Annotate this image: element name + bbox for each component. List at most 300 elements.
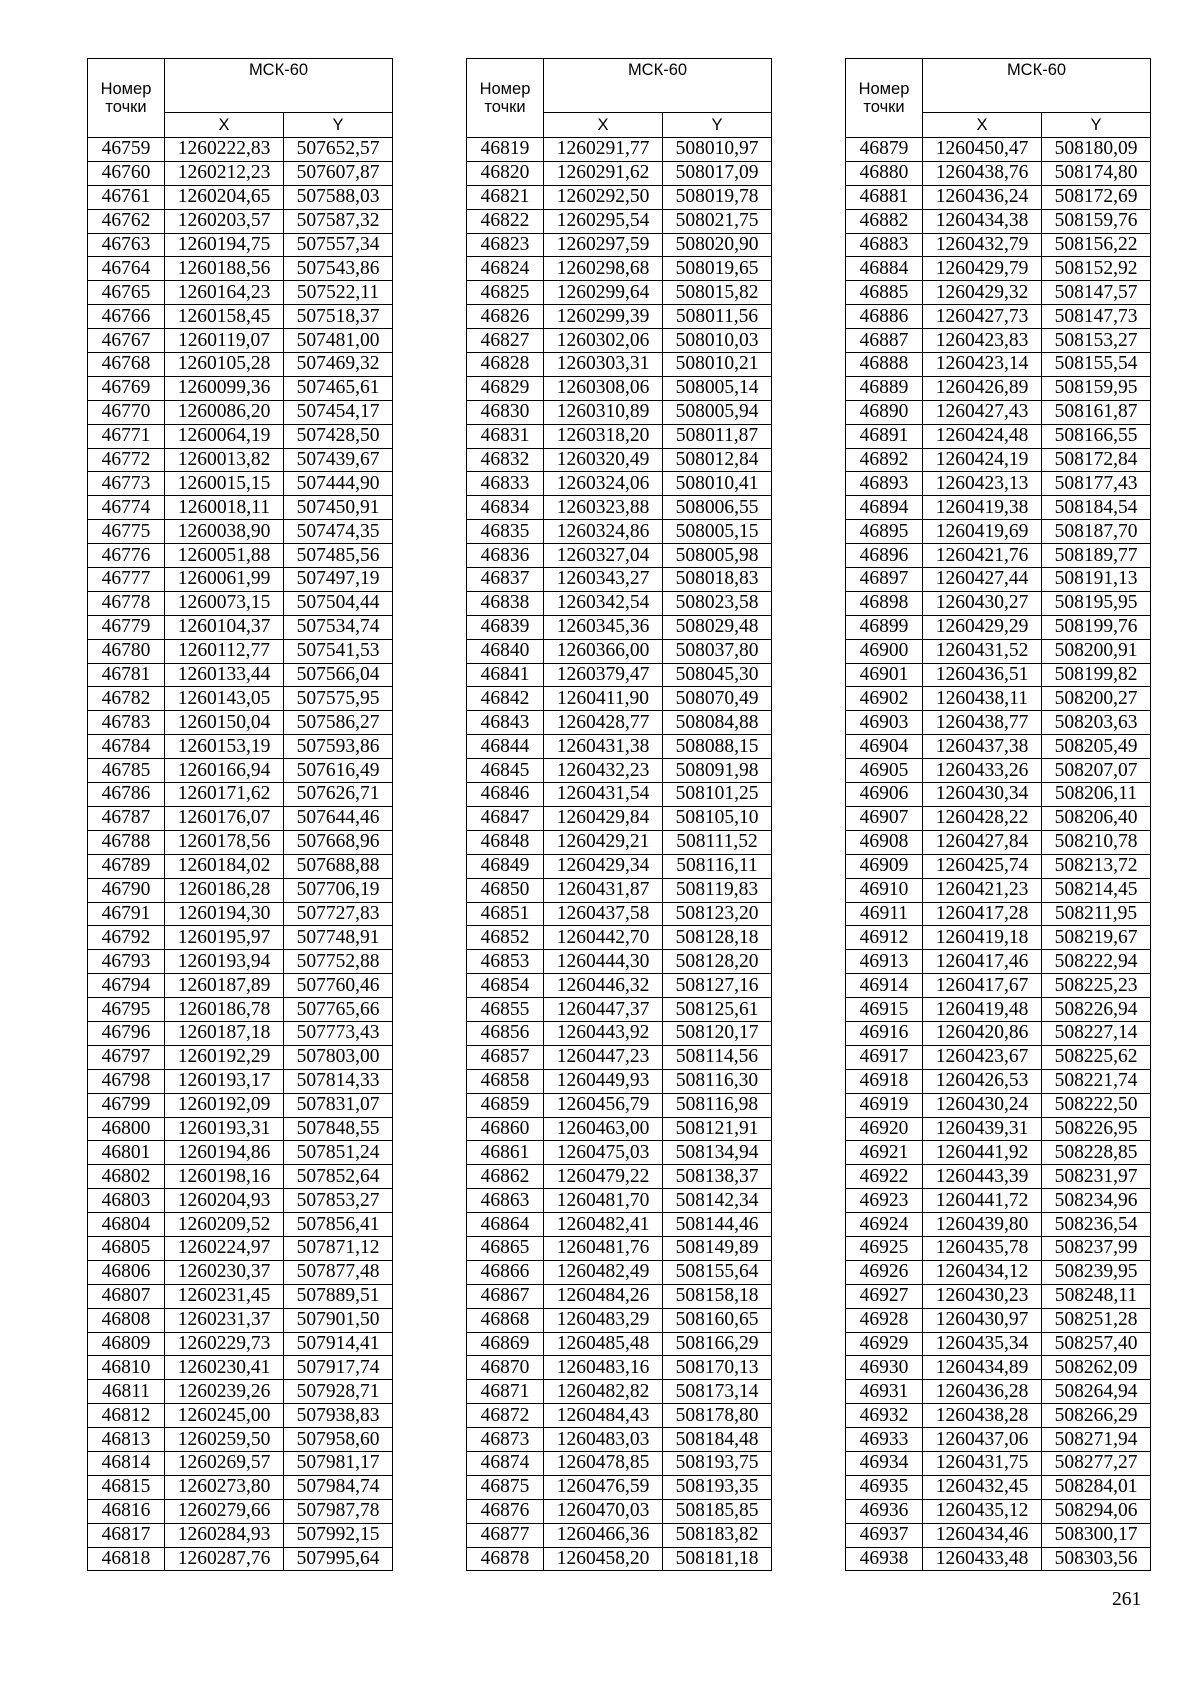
point-number-cell: 46817 <box>88 1523 165 1547</box>
point-number-cell: 46780 <box>88 639 165 663</box>
table-row <box>88 1380 393 1404</box>
table-row <box>88 1260 393 1284</box>
table-row <box>846 1380 1151 1404</box>
x-coordinate-cell: 1260439,31 <box>923 1117 1042 1141</box>
x-coordinate-cell: 1260366,00 <box>544 639 663 663</box>
x-coordinate-cell: 1260429,32 <box>923 281 1042 305</box>
point-number-cell: 46912 <box>846 926 923 950</box>
x-coordinate-cell: 1260439,80 <box>923 1213 1042 1237</box>
table-row <box>846 233 1151 257</box>
table-row <box>846 496 1151 520</box>
y-coordinate-cell: 508199,82 <box>1042 663 1151 687</box>
y-coordinate-cell: 508015,82 <box>663 281 772 305</box>
y-column-header: Y <box>1042 112 1151 137</box>
point-number-cell: 46762 <box>88 209 165 233</box>
point-number-cell: 46774 <box>88 496 165 520</box>
table-row <box>88 1093 393 1117</box>
table-row <box>846 424 1151 448</box>
x-coordinate-cell: 1260203,57 <box>165 209 284 233</box>
table-row <box>846 926 1151 950</box>
point-number-cell: 46903 <box>846 711 923 735</box>
table-row <box>846 1093 1151 1117</box>
x-coordinate-cell: 1260434,46 <box>923 1523 1042 1547</box>
y-coordinate-cell: 507760,46 <box>284 974 393 998</box>
x-coordinate-cell: 1260193,31 <box>165 1117 284 1141</box>
point-number-cell: 46879 <box>846 138 923 162</box>
y-coordinate-cell: 508127,16 <box>663 974 772 998</box>
table-row <box>467 615 772 639</box>
point-number-cell: 46926 <box>846 1260 923 1284</box>
x-coordinate-cell: 1260171,62 <box>165 783 284 807</box>
table-row <box>467 138 772 162</box>
point-number-cell: 46909 <box>846 854 923 878</box>
y-coordinate-cell: 508160,65 <box>663 1308 772 1332</box>
table-row <box>88 138 393 162</box>
point-number-cell: 46900 <box>846 639 923 663</box>
table-row <box>467 591 772 615</box>
point-number-cell: 46871 <box>467 1380 544 1404</box>
y-coordinate-cell: 508170,13 <box>663 1356 772 1380</box>
y-coordinate-cell: 507522,11 <box>284 281 393 305</box>
y-coordinate-cell: 507504,44 <box>284 591 393 615</box>
table-row <box>467 639 772 663</box>
point-number-cell: 46852 <box>467 926 544 950</box>
table-row <box>846 1260 1151 1284</box>
table-row <box>846 448 1151 472</box>
y-coordinate-cell: 508206,40 <box>1042 806 1151 830</box>
table-row <box>846 281 1151 305</box>
y-coordinate-cell: 507851,24 <box>284 1141 393 1165</box>
table-row <box>467 1475 772 1499</box>
table-row <box>88 830 393 854</box>
y-coordinate-cell: 508222,50 <box>1042 1093 1151 1117</box>
y-coordinate-cell: 508213,72 <box>1042 854 1151 878</box>
x-coordinate-cell: 1260443,39 <box>923 1165 1042 1189</box>
table-row <box>88 1428 393 1452</box>
x-coordinate-cell: 1260222,83 <box>165 138 284 162</box>
y-coordinate-cell: 507958,60 <box>284 1428 393 1452</box>
table-row <box>88 1189 393 1213</box>
point-number-cell: 46883 <box>846 233 923 257</box>
y-coordinate-cell: 508128,18 <box>663 926 772 950</box>
x-coordinate-cell: 1260433,48 <box>923 1547 1042 1571</box>
x-coordinate-cell: 1260463,00 <box>544 1117 663 1141</box>
point-number-cell: 46902 <box>846 687 923 711</box>
y-column-header: Y <box>663 112 772 137</box>
point-number-cell: 46820 <box>467 161 544 185</box>
point-number-cell: 46920 <box>846 1117 923 1141</box>
coordinates-table-2 <box>466 58 772 1571</box>
y-coordinate-cell: 508262,09 <box>1042 1356 1151 1380</box>
x-coordinate-cell: 1260423,83 <box>923 329 1042 353</box>
table-row <box>88 400 393 424</box>
x-coordinate-cell: 1260411,90 <box>544 687 663 711</box>
coordinates-body <box>88 138 393 1571</box>
coordinate-system-header: МСК-60 <box>165 59 393 113</box>
y-coordinate-cell: 508211,95 <box>1042 902 1151 926</box>
point-number-cell: 46778 <box>88 591 165 615</box>
table-row <box>88 1045 393 1069</box>
y-coordinate-cell: 508161,87 <box>1042 400 1151 424</box>
y-coordinate-cell: 508277,27 <box>1042 1451 1151 1475</box>
y-coordinate-cell: 508225,62 <box>1042 1045 1151 1069</box>
x-coordinate-cell: 1260424,19 <box>923 448 1042 472</box>
point-number-cell: 46854 <box>467 974 544 998</box>
x-coordinate-cell: 1260417,28 <box>923 902 1042 926</box>
table-row <box>88 1165 393 1189</box>
y-coordinate-cell: 508005,94 <box>663 400 772 424</box>
table-row <box>88 806 393 830</box>
point-number-header <box>467 59 544 138</box>
table-row <box>88 639 393 663</box>
table-row <box>846 257 1151 281</box>
table-row <box>846 1117 1151 1141</box>
y-coordinate-cell: 508155,54 <box>1042 353 1151 377</box>
table-row <box>846 376 1151 400</box>
point-number-cell: 46784 <box>88 735 165 759</box>
table-row <box>846 711 1151 735</box>
table-row <box>846 305 1151 329</box>
point-number-header-line1: Номер <box>479 80 531 98</box>
table-row <box>467 496 772 520</box>
x-coordinate-cell: 1260150,04 <box>165 711 284 735</box>
y-coordinate-cell: 507938,83 <box>284 1404 393 1428</box>
y-coordinate-cell: 508239,95 <box>1042 1260 1151 1284</box>
x-coordinate-cell: 1260434,89 <box>923 1356 1042 1380</box>
y-coordinate-cell: 508125,61 <box>663 998 772 1022</box>
x-coordinate-cell: 1260435,34 <box>923 1332 1042 1356</box>
point-number-cell: 46842 <box>467 687 544 711</box>
table-row <box>467 161 772 185</box>
table-row <box>88 281 393 305</box>
point-number-cell: 46786 <box>88 783 165 807</box>
y-coordinate-cell: 508214,45 <box>1042 878 1151 902</box>
table-row <box>467 1356 772 1380</box>
x-coordinate-cell: 1260013,82 <box>165 448 284 472</box>
table-row <box>88 902 393 926</box>
table-row <box>88 926 393 950</box>
x-coordinate-cell: 1260485,48 <box>544 1332 663 1356</box>
y-coordinate-cell: 507586,27 <box>284 711 393 735</box>
x-coordinate-cell: 1260204,65 <box>165 185 284 209</box>
y-coordinate-cell: 507688,88 <box>284 854 393 878</box>
point-number-cell: 46802 <box>88 1165 165 1189</box>
y-coordinate-cell: 508144,46 <box>663 1213 772 1237</box>
table-row <box>846 1356 1151 1380</box>
table-row <box>467 376 772 400</box>
x-coordinate-cell: 1260429,29 <box>923 615 1042 639</box>
point-number-cell: 46891 <box>846 424 923 448</box>
y-coordinate-cell: 508134,94 <box>663 1141 772 1165</box>
y-coordinate-cell: 508152,92 <box>1042 257 1151 281</box>
x-coordinate-cell: 1260447,23 <box>544 1045 663 1069</box>
x-coordinate-cell: 1260432,45 <box>923 1475 1042 1499</box>
table-row <box>467 329 772 353</box>
point-number-cell: 46928 <box>846 1308 923 1332</box>
point-number-cell: 46868 <box>467 1308 544 1332</box>
x-coordinate-cell: 1260342,54 <box>544 591 663 615</box>
table-row <box>467 902 772 926</box>
x-coordinate-cell: 1260231,37 <box>165 1308 284 1332</box>
point-number-cell: 46837 <box>467 568 544 592</box>
point-number-cell: 46823 <box>467 233 544 257</box>
y-coordinate-cell: 508120,17 <box>663 1021 772 1045</box>
point-number-cell: 46795 <box>88 998 165 1022</box>
table-row <box>467 1451 772 1475</box>
y-coordinate-cell: 507992,15 <box>284 1523 393 1547</box>
y-coordinate-cell: 507984,74 <box>284 1475 393 1499</box>
point-number-cell: 46901 <box>846 663 923 687</box>
point-number-cell: 46856 <box>467 1021 544 1045</box>
y-coordinate-cell: 508166,29 <box>663 1332 772 1356</box>
table-row <box>846 735 1151 759</box>
point-number-cell: 46801 <box>88 1141 165 1165</box>
point-number-cell: 46812 <box>88 1404 165 1428</box>
y-coordinate-cell: 508147,57 <box>1042 281 1151 305</box>
x-coordinate-cell: 1260245,00 <box>165 1404 284 1428</box>
point-number-cell: 46798 <box>88 1069 165 1093</box>
table-row <box>467 568 772 592</box>
point-number-header <box>88 59 165 138</box>
table-row <box>846 806 1151 830</box>
x-coordinate-cell: 1260479,22 <box>544 1165 663 1189</box>
x-coordinate-cell: 1260443,92 <box>544 1021 663 1045</box>
y-coordinate-cell: 507668,96 <box>284 830 393 854</box>
y-coordinate-cell: 508111,52 <box>663 830 772 854</box>
point-number-cell: 46862 <box>467 1165 544 1189</box>
y-coordinate-cell: 507981,17 <box>284 1451 393 1475</box>
point-number-cell: 46933 <box>846 1428 923 1452</box>
point-number-cell: 46781 <box>88 663 165 687</box>
point-number-cell: 46792 <box>88 926 165 950</box>
y-coordinate-cell: 507587,32 <box>284 209 393 233</box>
point-number-cell: 46886 <box>846 305 923 329</box>
point-number-cell: 46921 <box>846 1141 923 1165</box>
table-row <box>846 329 1151 353</box>
table-row <box>846 1189 1151 1213</box>
x-coordinate-cell: 1260188,56 <box>165 257 284 281</box>
x-coordinate-cell: 1260438,28 <box>923 1404 1042 1428</box>
point-number-cell: 46782 <box>88 687 165 711</box>
point-number-header-line2: точки <box>484 98 526 116</box>
x-coordinate-cell: 1260483,16 <box>544 1356 663 1380</box>
x-coordinate-cell: 1260086,20 <box>165 400 284 424</box>
table-row <box>467 854 772 878</box>
x-coordinate-cell: 1260303,31 <box>544 353 663 377</box>
y-coordinate-cell: 508183,82 <box>663 1523 772 1547</box>
table-row <box>88 591 393 615</box>
y-coordinate-cell: 508193,35 <box>663 1475 772 1499</box>
x-coordinate-cell: 1260425,74 <box>923 854 1042 878</box>
point-number-cell: 46764 <box>88 257 165 281</box>
table-row <box>467 735 772 759</box>
point-number-cell: 46853 <box>467 950 544 974</box>
x-coordinate-cell: 1260143,05 <box>165 687 284 711</box>
x-coordinate-cell: 1260308,06 <box>544 376 663 400</box>
y-coordinate-cell: 508227,14 <box>1042 1021 1151 1045</box>
table-row <box>88 1332 393 1356</box>
point-number-cell: 46880 <box>846 161 923 185</box>
x-coordinate-cell: 1260481,70 <box>544 1189 663 1213</box>
y-coordinate-cell: 508203,63 <box>1042 711 1151 735</box>
table-row <box>88 305 393 329</box>
x-coordinate-cell: 1260302,06 <box>544 329 663 353</box>
y-coordinate-cell: 507995,64 <box>284 1547 393 1571</box>
y-coordinate-cell: 508231,97 <box>1042 1165 1151 1189</box>
y-coordinate-cell: 508205,49 <box>1042 735 1151 759</box>
x-coordinate-cell: 1260194,86 <box>165 1141 284 1165</box>
point-number-cell: 46911 <box>846 902 923 926</box>
y-coordinate-cell: 508264,94 <box>1042 1380 1151 1404</box>
x-coordinate-cell: 1260345,36 <box>544 615 663 639</box>
x-coordinate-cell: 1260064,19 <box>165 424 284 448</box>
point-number-cell: 46874 <box>467 1451 544 1475</box>
point-number-cell: 46789 <box>88 854 165 878</box>
x-coordinate-cell: 1260291,62 <box>544 161 663 185</box>
y-coordinate-cell: 507928,71 <box>284 1380 393 1404</box>
table-row <box>88 496 393 520</box>
y-coordinate-cell: 508116,30 <box>663 1069 772 1093</box>
table-row <box>88 329 393 353</box>
y-coordinate-cell: 508019,78 <box>663 185 772 209</box>
x-coordinate-cell: 1260421,23 <box>923 878 1042 902</box>
y-coordinate-cell: 508020,90 <box>663 233 772 257</box>
x-coordinate-cell: 1260379,47 <box>544 663 663 687</box>
table-row <box>88 520 393 544</box>
point-number-cell: 46876 <box>467 1499 544 1523</box>
point-number-cell: 46922 <box>846 1165 923 1189</box>
table-row <box>467 1189 772 1213</box>
x-coordinate-cell: 1260105,28 <box>165 353 284 377</box>
point-number-cell: 46904 <box>846 735 923 759</box>
point-number-cell: 46807 <box>88 1284 165 1308</box>
x-coordinate-cell: 1260192,09 <box>165 1093 284 1117</box>
point-number-cell: 46888 <box>846 353 923 377</box>
y-coordinate-cell: 508210,78 <box>1042 830 1151 854</box>
x-coordinate-cell: 1260193,17 <box>165 1069 284 1093</box>
point-number-cell: 46872 <box>467 1404 544 1428</box>
table-row <box>846 1404 1151 1428</box>
point-number-cell: 46828 <box>467 353 544 377</box>
point-number-cell: 46863 <box>467 1189 544 1213</box>
point-number-cell: 46869 <box>467 1332 544 1356</box>
table-row <box>467 424 772 448</box>
table-row <box>467 544 772 568</box>
y-coordinate-cell: 507644,46 <box>284 806 393 830</box>
x-coordinate-cell: 1260432,23 <box>544 759 663 783</box>
y-coordinate-cell: 508147,73 <box>1042 305 1151 329</box>
y-coordinate-cell: 507454,17 <box>284 400 393 424</box>
point-number-cell: 46771 <box>88 424 165 448</box>
point-number-cell: 46913 <box>846 950 923 974</box>
table-row <box>88 974 393 998</box>
x-coordinate-cell: 1260038,90 <box>165 520 284 544</box>
table-row <box>467 806 772 830</box>
y-coordinate-cell: 508236,54 <box>1042 1213 1151 1237</box>
x-coordinate-cell: 1260430,27 <box>923 591 1042 615</box>
x-coordinate-cell: 1260229,73 <box>165 1332 284 1356</box>
x-coordinate-cell: 1260431,38 <box>544 735 663 759</box>
table-row <box>467 1093 772 1117</box>
x-coordinate-cell: 1260310,89 <box>544 400 663 424</box>
x-coordinate-cell: 1260431,52 <box>923 639 1042 663</box>
point-number-cell: 46898 <box>846 591 923 615</box>
table-row <box>88 233 393 257</box>
coordinates-body <box>846 138 1151 1571</box>
table-row <box>846 854 1151 878</box>
point-number-cell: 46865 <box>467 1236 544 1260</box>
y-coordinate-cell: 507518,37 <box>284 305 393 329</box>
x-coordinate-cell: 1260153,19 <box>165 735 284 759</box>
x-coordinate-cell: 1260482,49 <box>544 1260 663 1284</box>
x-coordinate-cell: 1260186,78 <box>165 998 284 1022</box>
x-coordinate-cell: 1260299,39 <box>544 305 663 329</box>
table-row <box>88 1308 393 1332</box>
point-number-cell: 46924 <box>846 1213 923 1237</box>
x-coordinate-cell: 1260287,76 <box>165 1547 284 1571</box>
y-coordinate-cell: 508010,21 <box>663 353 772 377</box>
point-number-cell: 46925 <box>846 1236 923 1260</box>
point-number-cell: 46810 <box>88 1356 165 1380</box>
point-number-cell: 46916 <box>846 1021 923 1045</box>
x-coordinate-cell: 1260284,93 <box>165 1523 284 1547</box>
y-coordinate-cell: 507428,50 <box>284 424 393 448</box>
point-number-cell: 46760 <box>88 161 165 185</box>
y-coordinate-cell: 507557,34 <box>284 233 393 257</box>
table-row <box>846 1499 1151 1523</box>
point-number-cell: 46897 <box>846 568 923 592</box>
x-coordinate-cell: 1260438,77 <box>923 711 1042 735</box>
x-coordinate-cell: 1260166,94 <box>165 759 284 783</box>
table-row <box>467 1284 772 1308</box>
y-coordinate-cell: 508303,56 <box>1042 1547 1151 1571</box>
x-coordinate-cell: 1260323,88 <box>544 496 663 520</box>
point-number-cell: 46833 <box>467 472 544 496</box>
point-number-cell: 46907 <box>846 806 923 830</box>
x-coordinate-cell: 1260209,52 <box>165 1213 284 1237</box>
y-coordinate-cell: 508257,40 <box>1042 1332 1151 1356</box>
x-coordinate-cell: 1260423,67 <box>923 1045 1042 1069</box>
point-number-cell: 46803 <box>88 1189 165 1213</box>
x-coordinate-cell: 1260430,34 <box>923 783 1042 807</box>
y-coordinate-cell: 507616,49 <box>284 759 393 783</box>
point-number-cell: 46841 <box>467 663 544 687</box>
x-coordinate-cell: 1260482,41 <box>544 1213 663 1237</box>
coordinates-table-3 <box>845 58 1151 1571</box>
y-coordinate-cell: 508101,25 <box>663 783 772 807</box>
table-row <box>846 209 1151 233</box>
table-row <box>846 472 1151 496</box>
y-coordinate-cell: 508237,99 <box>1042 1236 1151 1260</box>
point-number-cell: 46878 <box>467 1547 544 1571</box>
x-coordinate-cell: 1260434,38 <box>923 209 1042 233</box>
y-coordinate-cell: 508294,06 <box>1042 1499 1151 1523</box>
table-row <box>88 1069 393 1093</box>
x-coordinate-cell: 1260438,11 <box>923 687 1042 711</box>
x-coordinate-cell: 1260193,94 <box>165 950 284 974</box>
point-number-cell: 46932 <box>846 1404 923 1428</box>
point-number-cell: 46819 <box>467 138 544 162</box>
y-coordinate-cell: 508181,18 <box>663 1547 772 1571</box>
y-coordinate-cell: 508029,48 <box>663 615 772 639</box>
x-coordinate-cell: 1260184,02 <box>165 854 284 878</box>
y-coordinate-cell: 508180,09 <box>1042 138 1151 162</box>
point-number-cell: 46929 <box>846 1332 923 1356</box>
x-coordinate-cell: 1260231,45 <box>165 1284 284 1308</box>
y-coordinate-cell: 508228,85 <box>1042 1141 1151 1165</box>
point-number-cell: 46938 <box>846 1547 923 1571</box>
x-coordinate-cell: 1260424,48 <box>923 424 1042 448</box>
